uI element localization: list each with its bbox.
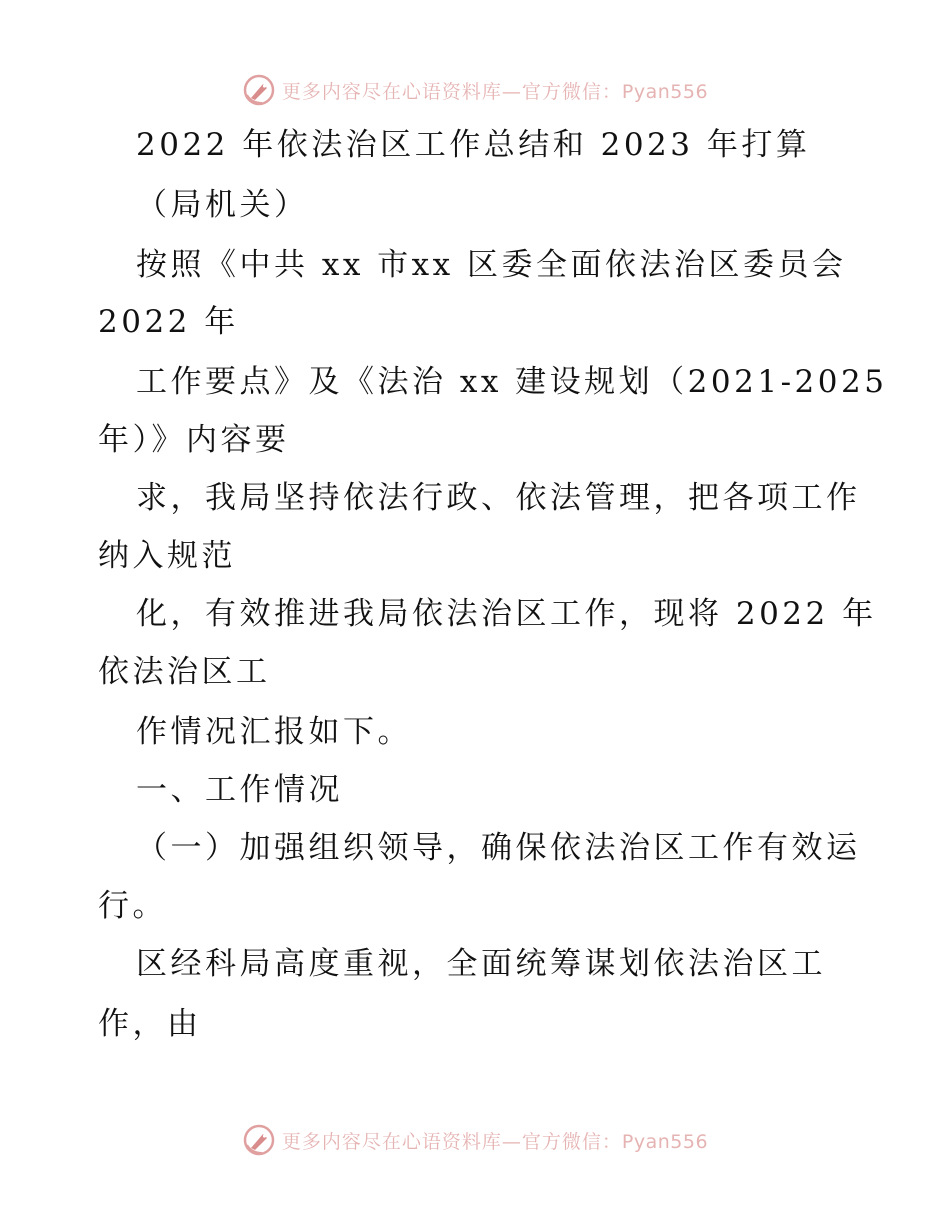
paragraph-line: 作，由	[98, 1006, 202, 1042]
section-heading: 一、工作情况	[136, 772, 343, 808]
subsection-heading-continued: 行。	[98, 888, 167, 924]
watermark-text: 更多内容尽在心语资料库—官方微信：Pyan556	[281, 80, 709, 103]
subsection-heading: （一）加强组织领导，确保依法治区工作有效运	[136, 830, 861, 866]
paragraph-line: 年）》内容要	[98, 422, 290, 458]
header-watermark	[0, 70, 950, 110]
paragraph-line: 化，有效推进我局依法治区工作，现将 2022 年	[136, 596, 877, 632]
pen-nib-logo-icon	[242, 1123, 276, 1157]
watermark-text: 更多内容尽在心语资料库—官方微信：Pyan556	[281, 1130, 709, 1153]
paragraph-line: 依法治区工	[98, 654, 271, 690]
document-title: 2022 年依法治区工作总结和 2023 年打算	[136, 127, 811, 163]
paragraph-line: 纳入规范	[98, 538, 236, 574]
paragraph-line: 作情况汇报如下。	[136, 714, 412, 750]
footer-watermark	[0, 1120, 950, 1160]
watermark-handle: Pyan556	[621, 1130, 709, 1153]
paragraph-line: 区经科局高度重视，全面统筹谋划依法治区工	[136, 946, 826, 982]
paragraph-line: 工作要点》及《法治 xx 建设规划（2021-2025	[136, 364, 888, 400]
paragraph-line: 求，我局坚持依法行政、依法管理，把各项工作	[136, 480, 861, 516]
paragraph-line: 按照《中共 xx 市xx 区委全面依法治区委员会	[136, 247, 847, 283]
pen-nib-logo-icon	[242, 73, 276, 107]
watermark-handle: Pyan556	[621, 80, 709, 103]
document-subtitle: （局机关）	[136, 187, 309, 223]
paragraph-line: 2022 年	[98, 304, 239, 340]
